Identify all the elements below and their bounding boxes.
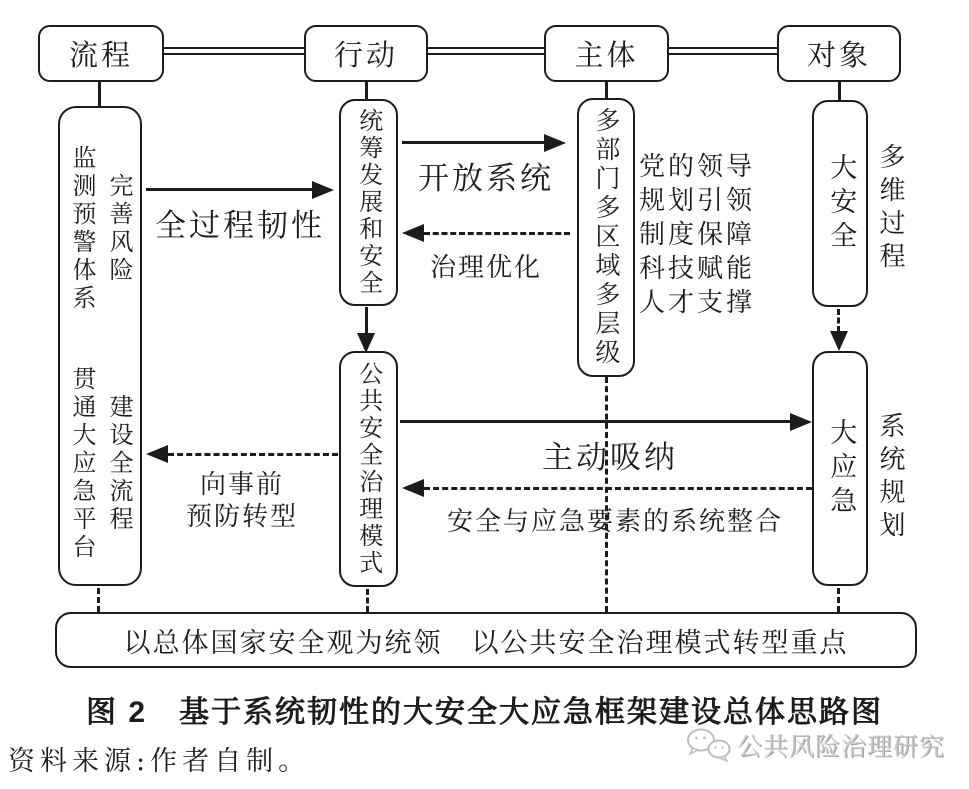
open-system-arrowhead-icon — [544, 134, 566, 152]
big-emergency-box — [812, 351, 868, 586]
header-box-subject: 主体 — [544, 25, 669, 82]
wechat-logo-icon — [686, 727, 732, 763]
security-emergency-dashed-line — [837, 309, 840, 332]
integration-arrow-label: 安全与应急要素的系统整合 — [446, 507, 783, 537]
open-system-arrow-label: 开放系统 — [418, 161, 554, 197]
whole-process-arrow-line — [146, 188, 314, 191]
pre-event-dashed-line — [168, 453, 338, 456]
process-top-col-right: 完善风险 — [105, 172, 133, 285]
public-security-governance-box — [339, 351, 398, 587]
coordinate-development-security-box — [339, 99, 398, 306]
coordinate-development-security-label: 统筹发展和安全 — [354, 108, 383, 297]
integration-dashed-line — [424, 487, 812, 490]
drop-dashed-process — [97, 588, 100, 612]
open-system-arrow-line — [402, 141, 545, 144]
drop-dashed-emergency — [837, 588, 840, 612]
process-bottom-col-left: 贯通大应急平台 — [68, 366, 96, 562]
watermark-text: 公共风险治理研究 — [737, 732, 946, 761]
stem-object — [838, 81, 841, 101]
system-planning-note: 系统规划 — [875, 412, 905, 544]
stem-process — [98, 81, 101, 107]
governance-opt-dashed-line — [424, 232, 570, 235]
process-bottom-col-right: 建设全流程 — [105, 394, 133, 534]
subject-dashed-vertical — [605, 377, 608, 612]
pre-event-label-line2: 预防转型 — [185, 502, 298, 532]
pre-event-label-line1: 向事前 — [199, 470, 284, 500]
public-security-governance-label: 公共安全治理模式 — [354, 361, 383, 577]
action-down-arrowhead-icon — [357, 333, 375, 353]
watermark — [686, 727, 945, 763]
header-box-object: 对象 — [777, 25, 901, 82]
security-emergency-arrowhead-icon — [830, 331, 848, 351]
big-security-box — [812, 100, 868, 307]
big-emergency-label: 大应急 — [825, 417, 857, 520]
process-bottom-group — [63, 358, 137, 570]
active-absorption-arrow-line — [400, 420, 790, 423]
source-note: 资料来源:作者自制。 — [8, 746, 311, 777]
figure-caption: 图 2 基于系统韧性的大安全大应急框架建设总体思路图 — [85, 696, 884, 729]
bottom-banner: 以总体国家安全观为统领 以公共安全治理模式转型重点 — [55, 612, 917, 668]
integration-arrowhead-icon — [402, 479, 424, 497]
double-link-3 — [667, 47, 779, 55]
double-link-1 — [162, 47, 306, 55]
pre-event-arrowhead-icon — [146, 445, 168, 463]
note-planning-guidance: 规划引领 — [639, 186, 756, 216]
multi-department-label: 多部门多区域多层级 — [591, 107, 621, 368]
whole-process-arrowhead-icon — [312, 181, 334, 199]
action-down-arrow-line — [365, 307, 368, 334]
process-top-col-left: 监测预警体系 — [68, 144, 96, 313]
subject-side-notes — [639, 150, 755, 320]
note-party-leadership: 党的领导 — [639, 152, 756, 182]
active-absorption-arrow-label: 主动吸纳 — [542, 440, 678, 476]
header-box-process: 流程 — [38, 25, 164, 82]
governance-opt-arrow-label: 治理优化 — [429, 253, 542, 283]
note-technology-empowerment: 科技赋能 — [639, 254, 756, 284]
multi-dimensional-process-note: 多维过程 — [875, 143, 905, 275]
note-institutional-guarantee: 制度保障 — [639, 220, 756, 250]
stem-subject — [605, 81, 608, 99]
drop-dashed-governance — [366, 589, 369, 612]
stem-action — [365, 81, 368, 100]
process-column-box — [58, 106, 142, 586]
governance-opt-arrowhead-icon — [402, 224, 424, 242]
big-security-label: 大安全 — [825, 152, 857, 255]
header-box-action: 行动 — [304, 25, 428, 82]
whole-process-arrow-label: 全过程韧性 — [155, 208, 325, 244]
active-absorption-arrowhead-icon — [790, 413, 812, 431]
multi-department-box — [577, 98, 635, 377]
process-top-group — [63, 126, 137, 331]
note-talent-support: 人才支撑 — [639, 288, 756, 318]
double-link-2 — [426, 47, 546, 55]
